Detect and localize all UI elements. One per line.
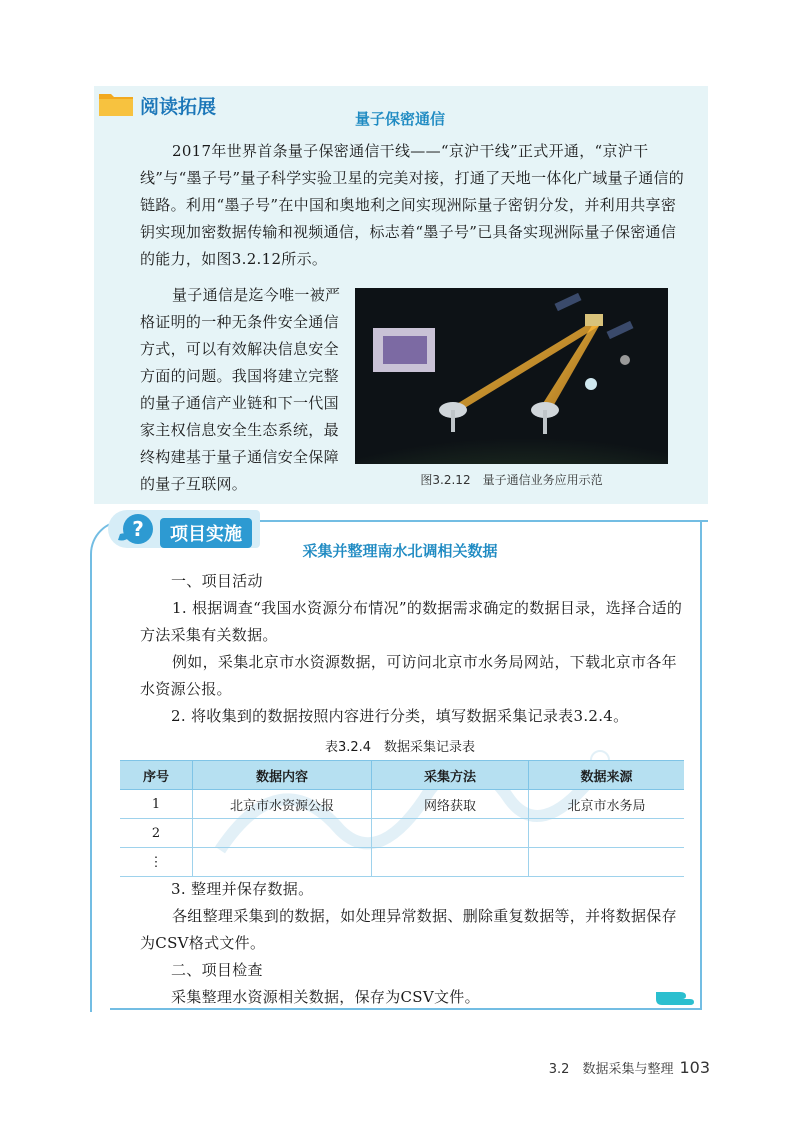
cell: ⋮ [120, 848, 193, 877]
table-caption: 表3.2.4 数据采集记录表 [324, 740, 476, 755]
data-collection-table [120, 760, 684, 877]
check-text: 采集整理水资源相关数据，保存为CSV文件。 [171, 988, 480, 1006]
project-label: 项目实施 [160, 518, 252, 548]
example-text: 例如，采集北京市水资源数据，可访问北京市水务局网站，下载北京市各年水资源公报。 [140, 653, 677, 698]
svg-text:?: ? [132, 517, 144, 541]
cell [372, 819, 529, 848]
cell: 网络获取 [372, 790, 529, 819]
project-title: 采集并整理南水北调相关数据 [302, 542, 498, 560]
step-3-detail: 各组整理采集到的数据，如处理异常数据、删除重复数据等，并将数据保存为CSV格式文件。 [140, 907, 677, 952]
step-2-text: 2. 将收集到的数据按照内容进行分类，填写数据采集记录表3.2.4。 [171, 707, 629, 725]
quantum-communication-image [355, 288, 668, 464]
header-content: 数据内容 [193, 761, 372, 790]
project-section-frame-right [700, 520, 702, 1010]
header-method: 采集方法 [372, 761, 529, 790]
reading-extension-label: 阅读拓展 [140, 96, 217, 118]
table-row [120, 819, 684, 848]
section-heading-activity: 一、项目活动 [171, 572, 263, 590]
table-row [120, 848, 684, 877]
cell [193, 819, 372, 848]
table-header-row [120, 761, 684, 790]
figure-caption: 图3.2.12 量子通信业务应用示范 [420, 473, 603, 487]
cell: 1 [120, 790, 193, 819]
cell [529, 819, 685, 848]
reading-paragraph-1: 2017年世界首条量子保密通信干线——“京沪干线”正式开通，“京沪干线”与“墨子号”量子科学实验卫星的完美对接，打通了天地一体化广域量子通信的链路。利用“墨子号”在中国和奥地利之间实现洲际量子密钥分发，并利用共享密钥实现加密数据传输和视频通信，标志着“墨子号”已具备实现洲际量子保密通信的能力，如图3.2.12所示。 [140, 142, 685, 268]
page-footer [0, 1058, 710, 1077]
cell: 北京市水务局 [529, 790, 685, 819]
step-3-text: 3. 整理并保存数据。 [171, 880, 314, 898]
step-1-text: 1. 根据调查“我国水资源分布情况”的数据需求确定的数据目录，选择合适的方法采集有关数据。 [140, 599, 683, 644]
header-index: 序号 [120, 761, 193, 790]
reading-paragraph-2: 量子通信是迄今唯一被严格证明的一种无条件安全通信方式，可以有效解决信息安全方面的问题。我国将建立完整的量子通信产业链和下一代国家主权信息安全生态系统，最终构建基于量子通信安全保障的量子互联网。 [140, 286, 341, 493]
cell [529, 848, 685, 877]
header-source: 数据来源 [529, 761, 685, 790]
page-number: 103 [679, 1058, 710, 1077]
cell [193, 848, 372, 877]
cell: 北京市水资源公报 [193, 790, 372, 819]
table-row [120, 790, 684, 819]
cell [372, 848, 529, 877]
cell: 2 [120, 819, 193, 848]
reading-title: 量子保密通信 [354, 110, 445, 128]
pointing-hand-icon [654, 986, 696, 1008]
section-heading-check: 二、项目检查 [171, 961, 263, 979]
footer-section: 3.2 数据采集与整理 [548, 1062, 674, 1077]
